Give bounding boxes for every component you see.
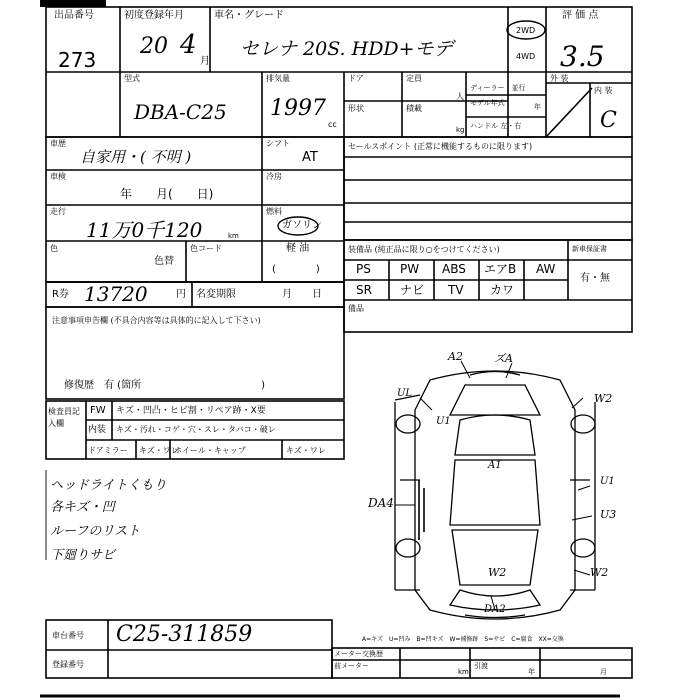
damage-mark-left-fender: U1 bbox=[436, 416, 451, 427]
mileage-label: 走行 bbox=[50, 207, 66, 216]
legend-interior: 内装 bbox=[88, 425, 107, 435]
note-roof: ルーフのリスト bbox=[50, 524, 141, 539]
name-change-label: 名変期限 bbox=[196, 289, 236, 300]
equip-airbag: エアB bbox=[484, 262, 517, 276]
legend-wheel-items: キズ・ワレ bbox=[286, 446, 326, 455]
car-diagram bbox=[395, 371, 595, 619]
damage-mark-roof: A1 bbox=[488, 460, 502, 471]
repair-history: 修復歴 有 (箇所 ) bbox=[64, 380, 265, 391]
damage-mark-right-door: U1 bbox=[600, 476, 615, 487]
car-name-label: 車名・グレード bbox=[214, 10, 284, 21]
shift-value: AT bbox=[302, 150, 318, 165]
capacity-label: 定員 bbox=[406, 74, 422, 83]
damage-mark-rear-bumper: DA2 bbox=[484, 604, 506, 615]
new-car-warranty-label: 新車保証書 bbox=[572, 245, 607, 253]
top-tab bbox=[40, 0, 106, 7]
damage-mark-left-door: DA4 bbox=[368, 496, 394, 510]
legend-interior-items: キズ・汚れ・コゲ・穴・スレ・タバコ・破レ bbox=[116, 425, 276, 434]
yen-unit: 円 bbox=[176, 289, 186, 300]
drive-4wd: 4WD bbox=[516, 52, 536, 61]
equip-abs: ABS bbox=[442, 262, 466, 276]
color-label: 色 bbox=[50, 244, 58, 253]
model-year-label: モデル年式 bbox=[470, 99, 505, 107]
displacement-label: 排気量 bbox=[266, 74, 290, 83]
km-short-unit: km bbox=[458, 668, 469, 676]
equip-ps: PS bbox=[356, 262, 371, 276]
registration-label: 登録番号 bbox=[52, 660, 84, 669]
damage-mark-rear: W2 bbox=[488, 566, 507, 579]
previous-meter-label: 前メーター bbox=[334, 662, 369, 670]
equip-tv: TV bbox=[448, 283, 464, 297]
first-reg-month: 4 bbox=[180, 30, 197, 60]
legend-fw: FW bbox=[90, 405, 106, 416]
chassis-number: C25-311859 bbox=[116, 622, 253, 647]
da4-marks bbox=[419, 480, 424, 540]
handle-label: ハンドル 左・右 bbox=[470, 122, 522, 130]
ext-grade-slash bbox=[546, 88, 592, 137]
car-name-grade: セレナ 20S. HDD+モデ bbox=[240, 38, 453, 60]
legend-mirror-items: キズ・ワレ bbox=[139, 446, 179, 455]
lot-number: 273 bbox=[58, 48, 97, 72]
fuel-diesel: 軽 油 bbox=[286, 243, 310, 254]
interior-label: 内 装 bbox=[594, 86, 613, 95]
model-code: DBA-C25 bbox=[134, 100, 227, 124]
displacement: 1997 bbox=[270, 96, 326, 121]
accessories-label: 備品 bbox=[348, 304, 364, 313]
equip-navi: ナビ bbox=[400, 283, 425, 297]
inspection-date: 年 月( 日) bbox=[120, 187, 214, 201]
recycle-label: R券 bbox=[52, 289, 69, 300]
recycle-amount: 13720 bbox=[84, 282, 148, 306]
kg-unit: kg bbox=[456, 126, 465, 134]
fuel-gasoline: ガソリン bbox=[282, 220, 322, 231]
damage-mark-left-front: UL bbox=[397, 388, 413, 399]
note-underbody-rust: 下廻りサビ bbox=[50, 548, 116, 563]
name-change-value: 月 日 bbox=[282, 289, 322, 300]
damage-code-legend: A=キズ U=凹み B=凹キズ W=補修跡 S=サビ C=腐食 XX=交換 bbox=[362, 636, 564, 643]
first-reg-year: 20 bbox=[140, 34, 168, 59]
equip-sr: SR bbox=[356, 283, 372, 297]
ac-label: 冷房 bbox=[266, 172, 282, 181]
note-headlight: ヘッドライトくもり bbox=[50, 478, 167, 493]
legend-fw-items: キズ・凹凸・ヒビ割・リペア跡・X要 bbox=[116, 406, 266, 416]
first-reg-label: 初度登録年月 bbox=[124, 10, 184, 21]
inspection-label: 車検 bbox=[50, 172, 66, 181]
odometer-change-label: メーター交換歴 bbox=[334, 650, 383, 658]
load-label: 積載 bbox=[406, 104, 422, 113]
mileage-value: 11万0千120 bbox=[86, 218, 203, 242]
month-unit: 月 bbox=[200, 56, 210, 67]
lot-number-label: 出品番号 bbox=[54, 10, 94, 21]
km-unit: km bbox=[228, 232, 239, 240]
handover-label: 引渡 bbox=[474, 662, 488, 670]
damage-mark-right-rear: W2 bbox=[590, 566, 609, 579]
chassis-label: 車台番号 bbox=[52, 631, 84, 640]
footer-year-label: 年 bbox=[528, 668, 535, 676]
equip-leather: カワ bbox=[490, 283, 515, 297]
score-label: 評 価 点 bbox=[562, 10, 599, 21]
equipment-title: 装備品 (純正品に限り○をつけてください) bbox=[348, 245, 500, 254]
fuel-other: ( ) bbox=[272, 264, 320, 275]
score-value: 3.5 bbox=[560, 40, 605, 73]
inspector-label: 検査員記入欄 bbox=[48, 407, 80, 428]
damage-mark-right-rear-door: U3 bbox=[600, 508, 617, 521]
note-scratches: 各キズ・凹 bbox=[50, 500, 115, 515]
person-unit: 人 bbox=[456, 92, 464, 101]
interior-grade: C bbox=[600, 108, 617, 133]
color-code-label: 色コード bbox=[190, 244, 222, 253]
equip-pw: PW bbox=[400, 262, 420, 276]
fuel-label: 燃料 bbox=[266, 207, 282, 216]
shape-label: 形状 bbox=[348, 104, 364, 113]
drive-2wd: 2WD bbox=[516, 26, 536, 35]
damage-mark-a2-front: A2 bbox=[448, 350, 463, 363]
equip-aw: AW bbox=[536, 262, 556, 276]
sales-points-title: セールスポイント (正常に機能するものに限ります) bbox=[348, 142, 533, 151]
damage-mark-front-bumper: ズA bbox=[494, 352, 513, 365]
shift-label: シフト bbox=[266, 139, 290, 148]
notes-label: 注意事項申告欄 (不具合内容等は具体的に記入して下さい) bbox=[52, 316, 261, 325]
legend-mirror: ドアミラー bbox=[88, 446, 128, 455]
exterior-label: 外 装 bbox=[550, 74, 569, 83]
damage-mark-right-front: W2 bbox=[594, 392, 613, 405]
cc-unit: cc bbox=[328, 120, 337, 129]
footer-month-label: 月 bbox=[600, 668, 607, 676]
usage-label: 車歴 bbox=[50, 139, 66, 148]
year-unit: 年 bbox=[534, 103, 541, 111]
repaint-label: 色替 bbox=[154, 256, 174, 267]
legend-wheel: ホイール・キャップ bbox=[174, 446, 246, 455]
usage-value: 自家用・( 不明 ) bbox=[80, 148, 192, 166]
dealer-label: ディーラー・並行 bbox=[470, 84, 526, 92]
door-label: ドア bbox=[348, 74, 364, 83]
warranty-options: 有・無 bbox=[580, 273, 610, 284]
model-label: 型式 bbox=[124, 74, 140, 83]
